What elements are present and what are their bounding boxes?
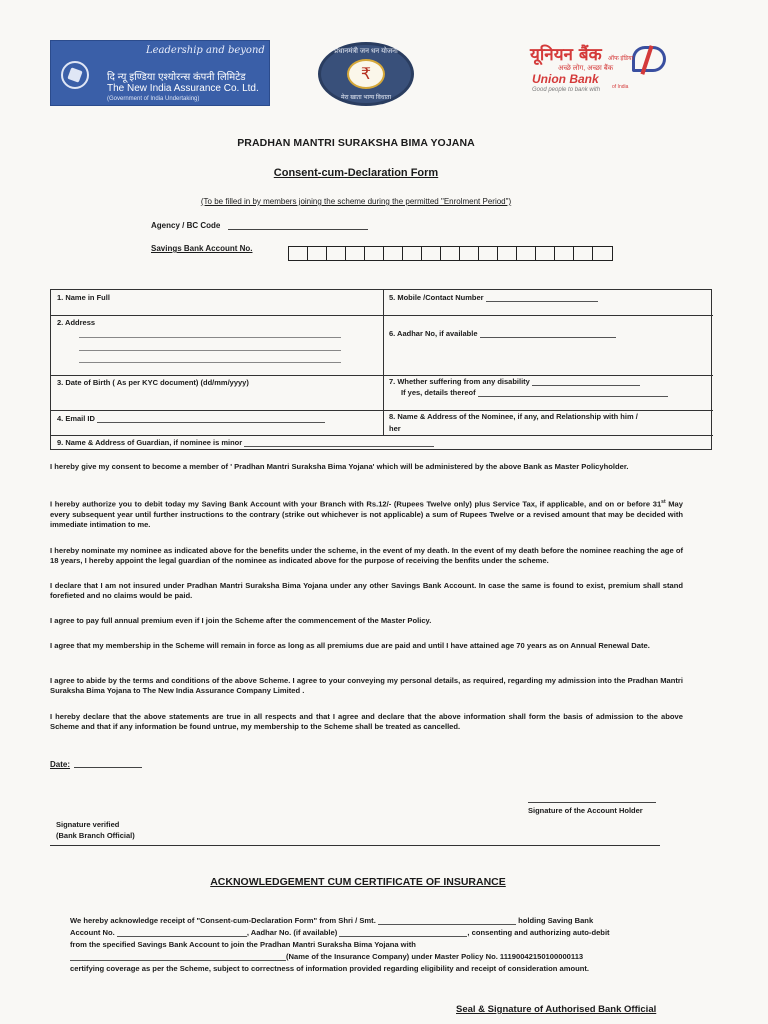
union-bank-mark-icon [632, 46, 666, 72]
holder-signature-line[interactable] [528, 802, 656, 803]
address-line[interactable] [79, 337, 341, 338]
form-title: Consent-cum-Declaration Form [273, 167, 439, 179]
declaration-not-insured: I declare that I am not insured under Pradhan Mantri Suraksha Bima Yojana under any other Savings Bank Account. In case the same is found to exist, premium shall stand forefieted and no claims would be paid. [50, 581, 683, 601]
declaration-full-premium: I agree to pay full annual premium even if I join the Scheme after the commencement of the Master Policy. [50, 616, 432, 625]
declaration-terms: I agree to abide by the terms and conditions of the above Scheme. I agree to your conveying my personal details, as required, regarding my admission into the Pradhan Mantri Suraksha Bima Yojana to The New India Assurance Company Limited . [50, 676, 683, 696]
ubi-sub-english: of India [612, 84, 629, 90]
agency-code-label: Agency / BC Code [151, 221, 221, 230]
ubi-name-english: Union Bank [532, 72, 599, 86]
address-line[interactable] [79, 362, 341, 363]
ack-line-3: from the specified Savings Bank Account to join the Pradhan Mantri Suraksha Bima Yojana with [70, 940, 416, 949]
member-details-table [50, 289, 712, 450]
nia-tagline: Leadership and beyond [146, 45, 265, 56]
jdy-bottom-text: मेरा खाता भाग्य विधाता [340, 95, 392, 101]
address-label: 2. Address [57, 318, 96, 327]
declaration-nominate: I hereby nominate my nominee as indicated above for the benefits under the scheme, in the event of my death. In the event of my death before the nominee reaching the age of 18 years, I hereby appoint the legal guardian of the nominee as indicated above for the purpose of receiving the benfits under the scheme. [50, 546, 683, 566]
holder-signature-label: Signature of the Account Holder [528, 806, 643, 815]
section-separator [50, 845, 660, 846]
nia-name-english: The New India Assurance Co. Ltd. [107, 83, 259, 94]
ubi-tagline: Good people to bank with [532, 87, 601, 93]
aadhar-label: 6. Aadhar No, if available [389, 329, 616, 338]
address-line[interactable] [79, 350, 341, 351]
jdy-ring-text: प्रधानमंत्री जन धन योजना [334, 48, 398, 55]
scheme-title: PRADHAN MANTRI SURAKSHA BIMA YOJANA [237, 137, 475, 149]
ubi-tag-hindi: अच्छे लोग, अच्छा बैंक [558, 65, 614, 72]
dob-label: 3. Date of Birth ( As per KYC document) (dd/mm/yyyy) [57, 378, 249, 387]
declaration-authorize-debit: I hereby authorize you to debit today my Saving Bank Account with your Branch with Rs.12/- (Rupees Twelve only) plus Service Tax, if applicable, and on or before 31st May every subsequent year until further instructions to the contrary (strike out whichever is not applicable) a sum of Rupees Twelve or a revised amount that may be decided with immediate intimation to me. [50, 499, 684, 530]
date-field[interactable] [74, 767, 142, 768]
signature-verified: Signature verified (Bank Branch Official) [56, 820, 135, 840]
savings-account-boxes[interactable] [288, 246, 613, 261]
declaration-consent: I hereby give my consent to become a member of ' Pradhan Mantri Suraksha Bima Yojana' which will be administered by the above Bank as Master Policyholder. [50, 462, 629, 471]
agency-code-field[interactable] [228, 229, 368, 230]
ack-line-1: We hereby acknowledge receipt of "Consent-cum-Declaration Form" from Shri / Smt. holding Saving Bank [70, 916, 594, 925]
ack-line-5: certifying coverage as per the Scheme, subject to correctness of information provided regarding eligibility and receipt of consideration amount. [70, 964, 590, 973]
mobile-label: 5. Mobile /Contact Number [389, 293, 598, 302]
form-instruction: (To be filled in by members joining the scheme during the permitted "Enrolment Period") [200, 197, 512, 206]
union-bank-logo [528, 40, 698, 96]
name-label: 1. Name in Full [57, 293, 110, 302]
jan-dhan-yojana-logo [318, 42, 414, 106]
nominee-label: 8. Name & Address of the Nominee, if any, and Relationship with him / [389, 412, 638, 421]
ack-line-4: (Name of the Insurance Company) under Master Policy No. 11190042150100000113 [70, 952, 690, 961]
acknowledgement-title: ACKNOWLEDGEMENT CUM CERTIFICATE OF INSURANCE [210, 876, 506, 888]
nia-subline: (Government of India Undertaking) [107, 96, 200, 102]
new-india-assurance-logo [50, 40, 270, 106]
disability-label: 7. Whether suffering from any disability [389, 377, 640, 386]
national-emblem-icon [61, 61, 89, 89]
jdy-center [347, 59, 385, 89]
nominee-label-cont: her [389, 424, 401, 433]
nia-name-hindi: दि न्यू इण्डिया एश्योरन्स कंपनी लिमिटेड [107, 72, 246, 83]
declaration-membership: I agree that my membership in the Scheme will remain in force as long as all premiums due are paid and until I have attained age 70 years as on Annual Renewal Date. [50, 641, 650, 650]
rupee-icon: ₹ [360, 64, 372, 83]
ubi-sub-hindi: ऑफ इंडिया [608, 56, 634, 62]
ack-line-2: Account No. , Aadhar No. (if available) , consenting and authorizing auto-debit [70, 928, 610, 937]
ubi-name-hindi: यूनियन बैंक [530, 45, 602, 65]
seal-signature-label: Seal & Signature of Authorised Bank Official [456, 1004, 657, 1015]
guardian-label: 9. Name & Address of Guardian, if nominee is minor [57, 438, 434, 447]
declaration-true-statements: I hereby declare that the above statements are true in all respects and that I agree and declare that the above information shall form the basis of admission to the above Scheme and that if any information be found untrue, my membership to the Scheme shall be treated as cancelled. [50, 712, 683, 732]
savings-account-label: Savings Bank Account No. [151, 244, 253, 253]
disability-details-label: If yes, details thereof [401, 388, 668, 397]
email-label: 4. Email ID [57, 414, 325, 423]
date-label: Date: [50, 760, 71, 769]
